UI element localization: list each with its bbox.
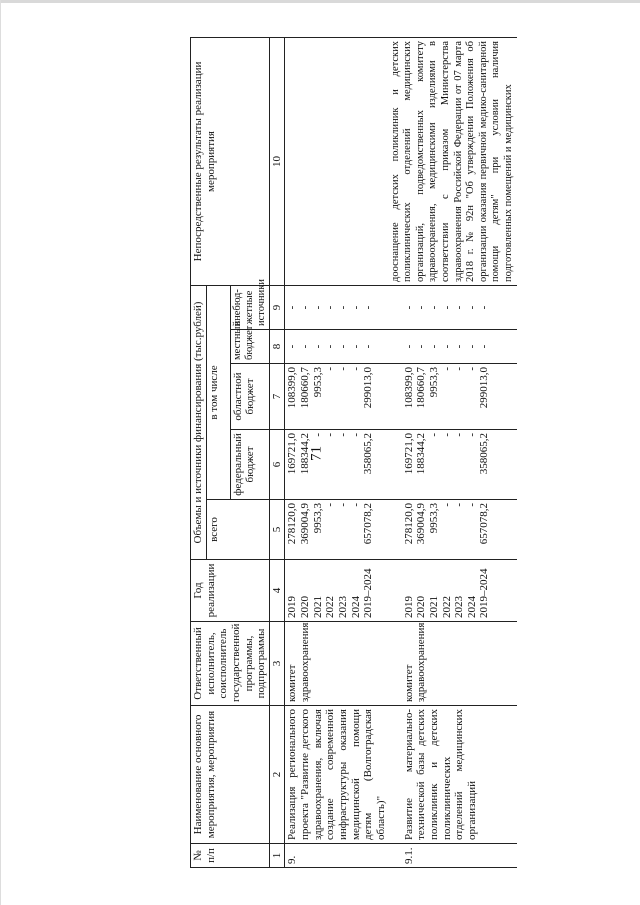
row-federal: 169721,0 188344,2 - - - - 358065,2 (285, 430, 389, 500)
header-total: всего (206, 500, 269, 560)
col-number: 2 (269, 706, 285, 844)
col-number: 4 (269, 560, 285, 622)
header-responsible: Ответственный исполнитель, соисполнитель государственной программы, подпрограммы (191, 622, 270, 706)
row-number: 9. (285, 844, 389, 868)
header-name: Наименование основного мероприятия, мероприятия (191, 706, 270, 844)
row-number: 9.1. (389, 844, 517, 868)
table-row (285, 37, 389, 867)
col-number: 10 (269, 37, 285, 285)
page-number: 71 (308, 446, 325, 461)
col-number: 6 (269, 430, 285, 500)
row-name: Развитие материально-технической базы детских поликлиник и детских поликлинических отделений медицинских организаций (389, 706, 517, 844)
row-result (285, 37, 389, 285)
header-local: местный бюджет (230, 330, 269, 364)
header-regional: областной бюджет (230, 364, 269, 430)
funding-table (190, 37, 517, 868)
row-local: - - - - - - - (389, 330, 517, 364)
header-federal: федеральный бюджет (230, 430, 269, 500)
col-number: 7 (269, 364, 285, 430)
rotated-table-container (190, 38, 620, 868)
scan-top-edge (0, 0, 640, 3)
col-number: 5 (269, 500, 285, 560)
row-regional: 108399,0 180660,7 9953,3 - - - 299013,0 (389, 364, 517, 430)
row-years: 2019 2020 2021 2022 2023 2024 2019–2024 (389, 560, 517, 622)
row-federal: 169721,0 188344,2 - - - - 358065,2 (389, 430, 517, 500)
col-number: 1 (269, 844, 285, 868)
column-numbers-row (269, 37, 285, 867)
col-number: 3 (269, 622, 285, 706)
header-including: в том числе (206, 285, 230, 499)
header-funding: Объемы и источники финансирования (тыс.рублей) (191, 285, 207, 559)
header-row-1 (191, 37, 207, 867)
row-responsible: комитет здравоохранения (285, 622, 389, 706)
row-years: 2019 2020 2021 2022 2023 2024 2019–2024 (285, 560, 389, 622)
row-regional: 108399,0 180660,7 9953,3 - - - 299013,0 (285, 364, 389, 430)
col-number: 8 (269, 330, 285, 364)
table-row (389, 37, 517, 867)
row-total: 278120,0 369004,9 9953,3 - - - 657078,2 (389, 500, 517, 560)
row-name: Реализация регионального проекта "Развитие детского здравоохранения, включая создание современной инфраструктуры оказания медицинской помощи детям (Волгоградская область)" (285, 706, 389, 844)
row-total: 278120,0 369004,9 9953,3 - - - 657078,2 (285, 500, 389, 560)
row-extra: - - - - - - - (389, 285, 517, 329)
header-year: Год реализации (191, 560, 270, 622)
header-num: № п/п (191, 844, 270, 868)
header-extra: внебюд-жетные источники (230, 285, 269, 329)
scan-left-edge (0, 0, 1, 905)
col-number: 9 (269, 285, 285, 329)
row-result: дооснащение детских поликлиник и детских поликлинических отделений медицинских организаций, подведомственных комитету здравоохранения, медицинскими изделиями в соответствии с приказом Министерства здравоохранения Российской Федерации от 07 марта 2018 г. № 92н "Об утверждении Положения об организации оказания первичной медико-санитарной помощи детям" при условии наличия подготовленных помещений и медицинских (389, 37, 517, 285)
row-responsible: комитет здравоохранения (389, 622, 517, 706)
header-result: Непосредственные результаты реализации мероприятия (191, 37, 270, 285)
row-extra: - - - - - - - (285, 285, 389, 329)
row-local: - - - - - - - (285, 330, 389, 364)
